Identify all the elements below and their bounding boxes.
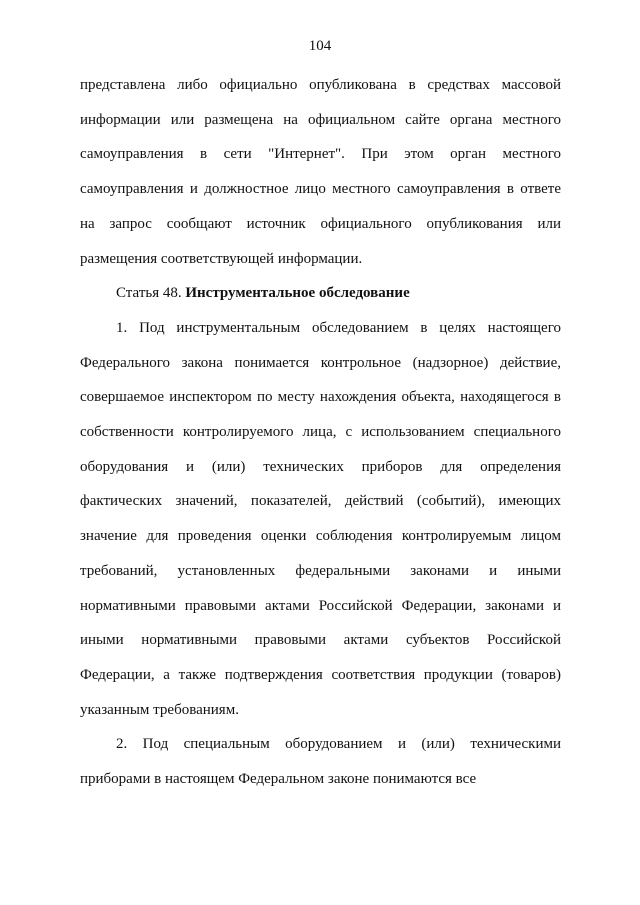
paragraph-item-1: 1. Под инструментальным обследованием в целях настоящего Федерального закона понимается контрольное (надзорное) действие, совершаемое инспектором по месту нахождения объекта, находящегося в собственности контролируемого лица, с использованием специального оборудования и (или) технических приборов для определения фактических значений, показателей, действий (событий), имеющих значение для проведения оценки соблюдения контролируемым лицом требований, установленных федеральными законами и иными нормативными правовыми актами Российской Федерации, законами и иными нормативными правовыми актами субъектов Российской Федерации, а также подтверждения соответствия продукции (товаров) указанным требованиям.	[80, 319, 561, 718]
paragraph-item-2: 2. Под специальным оборудованием и (или) техническими приборами в настоящем Федеральном законе понимаются все	[80, 736, 561, 788]
document-body	[80, 68, 561, 797]
page-number: 104	[308, 38, 332, 54]
article-title: Инструментальное обследование	[185, 285, 410, 302]
article-heading	[80, 276, 561, 311]
article-number: Статья 48.	[116, 285, 186, 302]
paragraph-continuation: представлена либо официально опубликована в средствах массовой информации или размещена на официальном сайте органа местного самоуправления в сети "Интернет". При этом орган местного самоуправления и должностное лицо местного самоуправления в ответе на запрос сообщают источник официального опубликования или размещения соответствующей информации.	[80, 77, 561, 267]
